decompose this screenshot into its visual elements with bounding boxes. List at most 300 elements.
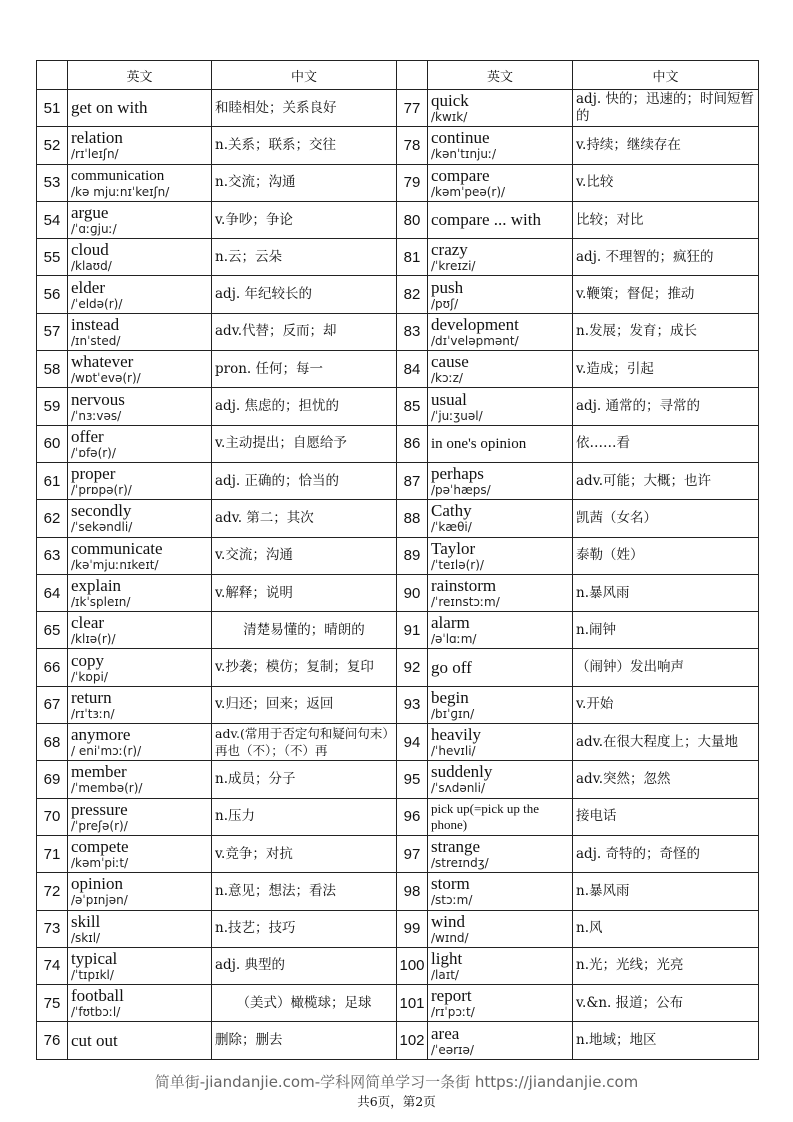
entry-number-text: 73 bbox=[43, 920, 61, 938]
table-row bbox=[37, 164, 759, 201]
phonetic: /ˈreɪnstɔːm/ bbox=[431, 595, 500, 609]
phonetic: /ˈpreʃə(r)/ bbox=[71, 818, 128, 833]
chinese-meaning: 清楚易懂的；晴朗的 bbox=[243, 621, 365, 638]
chinese-meaning-cell bbox=[212, 724, 397, 761]
english-word-cell bbox=[428, 537, 573, 574]
entry-number bbox=[397, 574, 428, 611]
chinese-meaning-cell bbox=[212, 574, 397, 611]
entry-number-text: 75 bbox=[43, 994, 61, 1012]
entry-number bbox=[37, 90, 68, 127]
entry-number-text: 85 bbox=[403, 398, 421, 416]
english-word: compare ... with bbox=[431, 210, 541, 230]
english-word-cell bbox=[68, 313, 212, 350]
chinese-meaning: n.技艺；技巧 bbox=[215, 920, 296, 937]
english-word: pick up(=pick up the phone) bbox=[431, 800, 540, 832]
english-word: secondly bbox=[71, 501, 132, 521]
chinese-meaning-cell bbox=[212, 313, 397, 350]
phonetic: /ˈkɒpi/ bbox=[71, 669, 108, 684]
page-number: 共6页，第2页 bbox=[357, 1094, 436, 1109]
english-word: whatever bbox=[71, 352, 134, 372]
entry-number bbox=[37, 313, 68, 350]
chinese-meaning: n.成员；分子 bbox=[215, 770, 296, 787]
english-word: quick bbox=[431, 91, 469, 111]
entry-number-text: 71 bbox=[43, 845, 61, 863]
entry-number bbox=[397, 985, 428, 1022]
chinese-meaning: n.闹钟 bbox=[576, 621, 616, 638]
phonetic: /wɒtˈevə(r)/ bbox=[71, 371, 141, 386]
english-word: cause bbox=[431, 352, 469, 372]
phonetic: /ˈprɒpə(r)/ bbox=[71, 483, 132, 498]
english-word-cell bbox=[428, 462, 573, 499]
header-number-left bbox=[37, 61, 68, 90]
chinese-meaning-cell bbox=[573, 1022, 759, 1059]
chinese-meaning: adj. 通常的；寻常的 bbox=[576, 398, 700, 415]
entry-number-text: 95 bbox=[403, 770, 421, 788]
entry-number-text: 62 bbox=[43, 509, 61, 527]
english-word: area bbox=[431, 1023, 460, 1043]
site-watermark-text: 简单街-jiandanjie.com-学科网简单学习一条街 https://jiandanjie.com bbox=[154, 1073, 639, 1091]
entry-number-text: 82 bbox=[403, 286, 421, 304]
chinese-meaning-cell bbox=[573, 462, 759, 499]
english-word: development bbox=[431, 314, 519, 334]
english-word-cell bbox=[428, 351, 573, 388]
entry-number bbox=[37, 388, 68, 425]
entry-number bbox=[37, 612, 68, 649]
entry-number bbox=[37, 686, 68, 723]
english-word-cell bbox=[428, 910, 573, 947]
chinese-meaning-cell bbox=[212, 127, 397, 164]
english-word: Cathy bbox=[431, 501, 472, 521]
english-word-cell bbox=[68, 239, 212, 276]
chinese-meaning: adj. 快的；迅速的；时间短暂的 bbox=[576, 91, 754, 125]
english-word: nervous bbox=[71, 389, 125, 409]
phonetic: /bɪˈɡɪn/ bbox=[431, 706, 475, 721]
table-row bbox=[37, 873, 759, 910]
chinese-meaning-cell bbox=[573, 127, 759, 164]
english-word: copy bbox=[71, 650, 105, 670]
chinese-meaning-cell bbox=[212, 761, 397, 798]
phonetic: /streɪndʒ/ bbox=[431, 856, 489, 871]
english-word: strange bbox=[431, 837, 481, 857]
entry-number-text: 84 bbox=[403, 360, 421, 378]
entry-number-text: 96 bbox=[403, 808, 421, 826]
entry-number bbox=[37, 574, 68, 611]
chinese-meaning: v.交流；沟通 bbox=[215, 547, 293, 564]
chinese-meaning: 泰勒（姓） bbox=[576, 547, 644, 564]
table-row bbox=[37, 947, 759, 984]
phonetic: /ˈmembə(r)/ bbox=[71, 781, 143, 796]
table-row bbox=[37, 686, 759, 723]
chinese-meaning: adj. 奇特的；奇怪的 bbox=[576, 845, 700, 862]
chinese-meaning-cell bbox=[212, 164, 397, 201]
entry-number-text: 99 bbox=[403, 920, 421, 938]
english-word: offer bbox=[71, 426, 104, 446]
chinese-meaning: adj. 典型的 bbox=[215, 957, 285, 974]
phonetic: /ˈɑːɡjuː/ bbox=[71, 222, 117, 237]
english-word: heavily bbox=[431, 725, 482, 745]
chinese-meaning: adj. 年纪较长的 bbox=[215, 286, 312, 303]
chinese-meaning: n.云；云朵 bbox=[215, 248, 282, 265]
chinese-meaning: n.压力 bbox=[215, 808, 255, 825]
entry-number bbox=[37, 127, 68, 164]
chinese-meaning: v.&n. 报道；公布 bbox=[576, 994, 684, 1011]
english-word: Taylor bbox=[431, 538, 476, 558]
phonetic: /skɪl/ bbox=[71, 930, 101, 945]
phonetic: /stɔːm/ bbox=[431, 893, 473, 908]
entry-number bbox=[37, 910, 68, 947]
chinese-meaning-cell bbox=[212, 649, 397, 686]
english-word-cell bbox=[68, 798, 212, 835]
table-row bbox=[37, 239, 759, 276]
header-chinese-right: 中文 bbox=[573, 61, 759, 90]
english-word: go off bbox=[431, 657, 472, 677]
entry-number bbox=[397, 910, 428, 947]
entry-number-text: 93 bbox=[403, 696, 421, 714]
english-word: continue bbox=[431, 128, 490, 148]
english-word-cell bbox=[428, 835, 573, 872]
english-word-cell bbox=[428, 947, 573, 984]
entry-number bbox=[37, 947, 68, 984]
chinese-meaning: n.发展；发育；成长 bbox=[576, 323, 697, 340]
entry-number bbox=[397, 835, 428, 872]
table-row bbox=[37, 761, 759, 798]
english-word: opinion bbox=[71, 874, 123, 894]
phonetic: /kəmˈpiːt/ bbox=[71, 856, 129, 871]
phonetic: /kəmˈpeə(r)/ bbox=[431, 184, 506, 199]
english-word: compete bbox=[71, 837, 129, 857]
entry-number-text: 91 bbox=[403, 621, 421, 639]
english-word: argue bbox=[71, 203, 109, 223]
table-row bbox=[37, 201, 759, 238]
chinese-meaning: adv. 第二；其次 bbox=[215, 509, 314, 526]
entry-number-text: 94 bbox=[403, 733, 421, 751]
english-word: storm bbox=[431, 874, 470, 894]
english-word: return bbox=[71, 687, 112, 707]
chinese-meaning-cell bbox=[573, 276, 759, 313]
chinese-meaning-cell bbox=[573, 761, 759, 798]
table-row bbox=[37, 910, 759, 947]
chinese-meaning: 接电话 bbox=[576, 808, 617, 825]
chinese-meaning: （美式）橄榄球；足球 bbox=[236, 994, 372, 1011]
english-word-cell bbox=[68, 462, 212, 499]
chinese-meaning-cell bbox=[573, 947, 759, 984]
english-word-cell bbox=[428, 873, 573, 910]
english-word: compare bbox=[431, 165, 490, 185]
table-row bbox=[37, 500, 759, 537]
phonetic: /klɪə(r)/ bbox=[71, 632, 116, 647]
entry-number-text: 52 bbox=[43, 136, 61, 154]
english-word: communication bbox=[71, 167, 165, 184]
chinese-meaning: 依……看 bbox=[576, 435, 630, 452]
phonetic: /ˈsekəndli/ bbox=[71, 520, 133, 535]
english-word-cell bbox=[68, 686, 212, 723]
phonetic: / eniˈmɔː(r)/ bbox=[71, 744, 142, 759]
phonetic: /kənˈtɪnjuː/ bbox=[431, 147, 497, 162]
chinese-meaning: v.鞭策；督促；推动 bbox=[576, 286, 695, 303]
english-word: clear bbox=[71, 613, 105, 633]
english-word-cell bbox=[428, 761, 573, 798]
chinese-meaning-cell bbox=[212, 910, 397, 947]
chinese-meaning: 比较；对比 bbox=[576, 211, 644, 228]
entry-number bbox=[397, 351, 428, 388]
table-row bbox=[37, 537, 759, 574]
chinese-meaning: （闹钟）发出响声 bbox=[576, 659, 684, 676]
table-row bbox=[37, 388, 759, 425]
chinese-meaning: n.交流；沟通 bbox=[215, 174, 296, 191]
english-word: communicate bbox=[71, 538, 163, 558]
english-word-cell bbox=[68, 947, 212, 984]
entry-number bbox=[37, 537, 68, 574]
phonetic: /kəˈmjuːnɪkeɪt/ bbox=[71, 557, 159, 572]
english-word: anymore bbox=[71, 725, 131, 745]
chinese-meaning-cell bbox=[212, 201, 397, 238]
entry-number bbox=[37, 462, 68, 499]
entry-number-text: 78 bbox=[403, 136, 421, 154]
chinese-meaning: n.意见；想法；看法 bbox=[215, 882, 336, 899]
english-word-cell bbox=[68, 425, 212, 462]
entry-number-text: 51 bbox=[43, 99, 61, 117]
chinese-meaning-cell bbox=[573, 835, 759, 872]
english-word: instead bbox=[71, 314, 120, 334]
entry-number-text: 83 bbox=[403, 323, 421, 341]
table-row bbox=[37, 127, 759, 164]
entry-number-text: 53 bbox=[43, 174, 61, 192]
entry-number bbox=[37, 201, 68, 238]
phonetic: /rɪˈleɪʃn/ bbox=[71, 147, 119, 162]
chinese-meaning-cell bbox=[212, 351, 397, 388]
entry-number bbox=[37, 1022, 68, 1059]
chinese-meaning: n.暴风雨 bbox=[576, 882, 630, 899]
chinese-meaning: v.解释；说明 bbox=[215, 584, 293, 601]
entry-number bbox=[37, 649, 68, 686]
english-word-cell bbox=[428, 612, 573, 649]
entry-number bbox=[397, 724, 428, 761]
english-word: typical bbox=[71, 948, 118, 968]
chinese-meaning: v.归还；回来；返回 bbox=[215, 696, 334, 713]
chinese-meaning: pron. 任何；每一 bbox=[215, 360, 323, 377]
chinese-meaning-cell bbox=[212, 239, 397, 276]
english-word-cell bbox=[428, 574, 573, 611]
phonetic: /ˈteɪlə(r)/ bbox=[431, 557, 484, 572]
chinese-meaning: n.暴风雨 bbox=[576, 584, 630, 601]
entry-number bbox=[397, 388, 428, 425]
english-word: relation bbox=[71, 128, 123, 148]
english-word: cut out bbox=[71, 1030, 118, 1050]
entry-number-text: 76 bbox=[43, 1032, 61, 1050]
chinese-meaning-cell bbox=[573, 201, 759, 238]
english-word: cloud bbox=[71, 240, 109, 260]
english-word-cell bbox=[428, 313, 573, 350]
phonetic: /klaʊd/ bbox=[71, 259, 112, 274]
header-english-right: 英文 bbox=[428, 61, 573, 90]
english-word-cell bbox=[428, 500, 573, 537]
table-row bbox=[37, 351, 759, 388]
phonetic: /ˈnɜːvəs/ bbox=[71, 408, 122, 423]
english-word-cell bbox=[68, 761, 212, 798]
english-word: perhaps bbox=[431, 464, 484, 484]
chinese-meaning: adv.可能；大概；也许 bbox=[576, 472, 712, 489]
phonetic: /rɪˈpɔːt/ bbox=[431, 1005, 475, 1020]
english-word: begin bbox=[431, 687, 469, 707]
entry-number bbox=[397, 276, 428, 313]
table-row bbox=[37, 985, 759, 1022]
chinese-meaning: 删除；删去 bbox=[215, 1032, 283, 1049]
chinese-meaning: n.关系；联系；交往 bbox=[215, 136, 336, 153]
chinese-meaning: v.造成；引起 bbox=[576, 360, 654, 377]
entry-number bbox=[37, 164, 68, 201]
table-row bbox=[37, 462, 759, 499]
chinese-meaning: adj. 焦虑的；担忧的 bbox=[215, 398, 339, 415]
chinese-meaning-cell bbox=[212, 612, 397, 649]
chinese-meaning-cell bbox=[212, 798, 397, 835]
phonetic: /dɪˈveləpmənt/ bbox=[431, 333, 519, 348]
english-word-cell bbox=[428, 649, 573, 686]
table-row bbox=[37, 1022, 759, 1059]
entry-number-text: 57 bbox=[43, 323, 61, 341]
english-word-cell bbox=[68, 910, 212, 947]
entry-number-text: 88 bbox=[403, 509, 421, 527]
entry-number bbox=[37, 724, 68, 761]
chinese-meaning-cell bbox=[573, 239, 759, 276]
entry-number-text: 67 bbox=[43, 696, 61, 714]
phonetic: /laɪt/ bbox=[431, 967, 459, 982]
english-word-cell bbox=[68, 276, 212, 313]
english-word-cell bbox=[428, 388, 573, 425]
english-word: report bbox=[431, 986, 472, 1006]
entry-number-text: 77 bbox=[403, 99, 421, 117]
entry-number-text: 74 bbox=[43, 957, 61, 975]
english-word-cell bbox=[68, 985, 212, 1022]
header-chinese-left: 中文 bbox=[212, 61, 397, 90]
phonetic: /ɪnˈsted/ bbox=[71, 333, 121, 348]
chinese-meaning-cell bbox=[573, 724, 759, 761]
entry-number bbox=[37, 351, 68, 388]
english-word: member bbox=[71, 762, 127, 782]
entry-number bbox=[397, 239, 428, 276]
chinese-meaning-cell bbox=[573, 90, 759, 127]
entry-number-text: 97 bbox=[403, 845, 421, 863]
english-word: skill bbox=[71, 911, 101, 931]
chinese-meaning-cell bbox=[573, 574, 759, 611]
chinese-meaning: n.地域；地区 bbox=[576, 1032, 657, 1049]
english-word-cell bbox=[428, 127, 573, 164]
phonetic: /ˈɒfə(r)/ bbox=[71, 445, 116, 460]
english-word: alarm bbox=[431, 613, 470, 633]
phonetic: /ˈtɪpɪkl/ bbox=[71, 967, 114, 982]
entry-number bbox=[397, 798, 428, 835]
entry-number-text: 89 bbox=[403, 547, 421, 565]
entry-number-text: 64 bbox=[43, 584, 61, 602]
chinese-meaning: v.持续；继续存在 bbox=[576, 136, 681, 153]
chinese-meaning-cell bbox=[573, 612, 759, 649]
entry-number-text: 63 bbox=[43, 547, 61, 565]
chinese-meaning-cell bbox=[573, 351, 759, 388]
table-row bbox=[37, 798, 759, 835]
english-word-cell bbox=[68, 835, 212, 872]
english-word: crazy bbox=[431, 240, 468, 260]
chinese-meaning-cell bbox=[212, 388, 397, 425]
english-word-cell bbox=[68, 1022, 212, 1059]
english-word: rainstorm bbox=[431, 576, 497, 595]
chinese-meaning-cell bbox=[573, 649, 759, 686]
english-word-cell bbox=[428, 985, 573, 1022]
entry-number-text: 60 bbox=[43, 435, 61, 453]
table-row bbox=[37, 425, 759, 462]
chinese-meaning-cell bbox=[212, 1022, 397, 1059]
chinese-meaning-cell bbox=[573, 686, 759, 723]
chinese-meaning: adv.在很大程度上；大量地 bbox=[576, 733, 739, 750]
chinese-meaning: adv.代替；反而；却 bbox=[215, 323, 337, 340]
english-word-cell bbox=[68, 649, 212, 686]
english-word-cell bbox=[68, 90, 212, 127]
english-word: in one's opinion bbox=[431, 435, 527, 452]
entry-number-text: 58 bbox=[43, 360, 61, 378]
chinese-meaning-cell bbox=[573, 537, 759, 574]
english-word: push bbox=[431, 277, 464, 297]
english-word: proper bbox=[71, 464, 116, 484]
entry-number bbox=[397, 500, 428, 537]
chinese-meaning-cell bbox=[573, 388, 759, 425]
table-row bbox=[37, 612, 759, 649]
entry-number bbox=[397, 164, 428, 201]
entry-number bbox=[397, 686, 428, 723]
entry-number bbox=[37, 761, 68, 798]
entry-number bbox=[397, 873, 428, 910]
chinese-meaning: v.主动提出；自愿给予 bbox=[215, 435, 347, 452]
entry-number-text: 79 bbox=[403, 174, 421, 192]
english-word-cell bbox=[68, 537, 212, 574]
english-word: get on with bbox=[71, 98, 148, 118]
english-word: wind bbox=[431, 911, 465, 931]
chinese-meaning-cell bbox=[212, 686, 397, 723]
entry-number bbox=[37, 425, 68, 462]
entry-number bbox=[37, 873, 68, 910]
table-row bbox=[37, 90, 759, 127]
entry-number-text: 100 bbox=[399, 957, 425, 975]
chinese-meaning: n.风 bbox=[576, 920, 603, 937]
table-row bbox=[37, 835, 759, 872]
entry-number-text: 65 bbox=[43, 621, 61, 639]
chinese-meaning: v.争吵；争论 bbox=[215, 211, 293, 228]
table-row bbox=[37, 276, 759, 313]
english-word: light bbox=[431, 948, 463, 968]
english-word: explain bbox=[71, 576, 122, 595]
phonetic: /rɪˈtɜːn/ bbox=[71, 706, 115, 721]
phonetic: /ˈjuːʒuəl/ bbox=[431, 408, 483, 423]
header-number-right bbox=[397, 61, 428, 90]
chinese-meaning-cell bbox=[212, 947, 397, 984]
table-row bbox=[37, 649, 759, 686]
phonetic: /ˈeldə(r)/ bbox=[71, 296, 123, 311]
chinese-meaning: adj. 不理智的；疯狂的 bbox=[576, 248, 714, 265]
entry-number-text: 80 bbox=[403, 211, 421, 229]
entry-number bbox=[397, 612, 428, 649]
entry-number-text: 69 bbox=[43, 770, 61, 788]
entry-number bbox=[37, 500, 68, 537]
entry-number-text: 55 bbox=[43, 248, 61, 266]
entry-number bbox=[397, 761, 428, 798]
phonetic: /kɔːz/ bbox=[431, 371, 463, 386]
english-word-cell bbox=[428, 90, 573, 127]
entry-number-text: 70 bbox=[43, 808, 61, 826]
phonetic: /kə mjuːnɪˈkeɪʃn/ bbox=[71, 184, 170, 199]
english-word: suddenly bbox=[431, 762, 493, 782]
entry-number bbox=[397, 425, 428, 462]
english-word: football bbox=[71, 986, 124, 1006]
chinese-meaning-cell bbox=[212, 500, 397, 537]
chinese-meaning: v.抄袭；模仿；复制；复印 bbox=[215, 659, 374, 676]
header-english-left: 英文 bbox=[68, 61, 212, 90]
